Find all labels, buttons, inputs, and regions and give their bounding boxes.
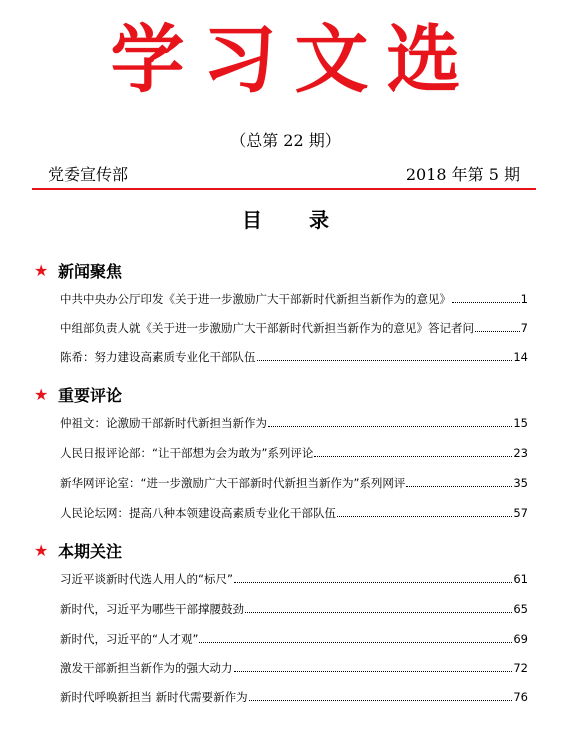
toc-entry-page: 15 <box>513 416 528 430</box>
toc-entry-page: 7 <box>520 321 528 335</box>
department-label: 党委宣传部 <box>48 165 129 184</box>
section-title-this-issue <box>34 538 122 562</box>
toc-entry[interactable] <box>60 287 528 307</box>
toc-entry-title: 中组部负责人就《关于进一步激励广大干部新时代新担当新作为的意见》答记者问 <box>60 321 474 335</box>
toc-entry-title: 激发干部新担当新作为的强大动力 <box>60 661 233 675</box>
section-title-label: 本期关注 <box>58 541 123 561</box>
toc-entry[interactable] <box>60 567 528 587</box>
dot-leader <box>245 612 512 613</box>
star-icon: ★ <box>34 540 49 560</box>
dot-leader <box>234 671 513 672</box>
toc-entry-title: 新时代呼唤新担当 新时代需要新作为 <box>60 690 248 704</box>
toc-entry-title: 人民论坛网：提高八种本领建设高素质专业化干部队伍 <box>60 506 336 520</box>
masthead-title: 学习文选 <box>110 17 479 103</box>
toc-entry[interactable] <box>60 441 528 461</box>
dot-leader <box>475 331 520 332</box>
toc-entry[interactable] <box>60 316 528 336</box>
toc-entry[interactable] <box>60 597 528 617</box>
dot-leader <box>452 302 520 303</box>
section-title-news-focus <box>34 258 122 282</box>
toc-entry-title: 新华网评论室：“进一步激励广大干部新时代新担当新作为”系列网评 <box>60 476 406 490</box>
toc-entry-page: 1 <box>520 292 528 306</box>
dot-leader <box>406 486 512 487</box>
dot-leader <box>249 700 513 701</box>
toc-entry[interactable] <box>60 345 528 365</box>
header-rule <box>32 188 536 190</box>
toc-entry[interactable] <box>60 656 528 676</box>
toc-entry-page: 23 <box>513 446 528 460</box>
toc-entry-title: 中共中央办公厅印发《关于进一步激励广大干部新时代新担当新作为的意见》 <box>60 292 451 306</box>
toc-entry[interactable] <box>60 411 528 431</box>
toc-entry-title: 新时代，习近平为哪些干部撑腰鼓劲 <box>60 602 244 616</box>
toc-entry[interactable] <box>60 685 528 705</box>
star-icon: ★ <box>34 260 49 280</box>
toc-entry-page: 65 <box>513 602 528 616</box>
toc-entry-title: 人民日报评论部：“让干部想为会为敢为”系列评论 <box>60 446 314 460</box>
star-icon: ★ <box>34 384 49 404</box>
toc-entry-page: 35 <box>513 476 528 490</box>
section-title-label: 新闻聚焦 <box>58 261 123 281</box>
dot-leader <box>337 516 512 517</box>
dot-leader <box>268 426 512 427</box>
toc-entry-page: 61 <box>513 572 528 586</box>
toc-entry[interactable] <box>60 501 528 521</box>
toc-entry-title: 习近平谈新时代选人用人的“标尺” <box>60 572 233 586</box>
dot-leader <box>234 582 512 583</box>
toc-entry-page: 72 <box>513 661 528 675</box>
toc-entry-title: 新时代，习近平的“人才观” <box>60 632 199 646</box>
toc-entry[interactable] <box>60 471 528 491</box>
section-title-key-commentary <box>34 382 122 406</box>
dot-leader <box>199 642 512 643</box>
toc-entry-page: 69 <box>513 632 528 646</box>
dot-leader <box>314 456 512 457</box>
dot-leader <box>257 360 513 361</box>
issue-number: 2018 年第 5 期 <box>405 165 520 184</box>
toc-entry-title: 陈希：努力建设高素质专业化干部队伍 <box>60 350 256 364</box>
toc-entry-page: 57 <box>513 506 528 520</box>
toc-entry[interactable] <box>60 627 528 647</box>
section-title-label: 重要评论 <box>58 385 123 405</box>
toc-entry-page: 14 <box>513 350 528 364</box>
toc-entry-title: 仲祖文：论激励干部新时代新担当新作为 <box>60 416 267 430</box>
toc-entry-page: 76 <box>513 690 528 704</box>
toc-heading: 目 录 <box>242 208 349 232</box>
issue-total-number: （总第 22 期） <box>230 131 341 150</box>
